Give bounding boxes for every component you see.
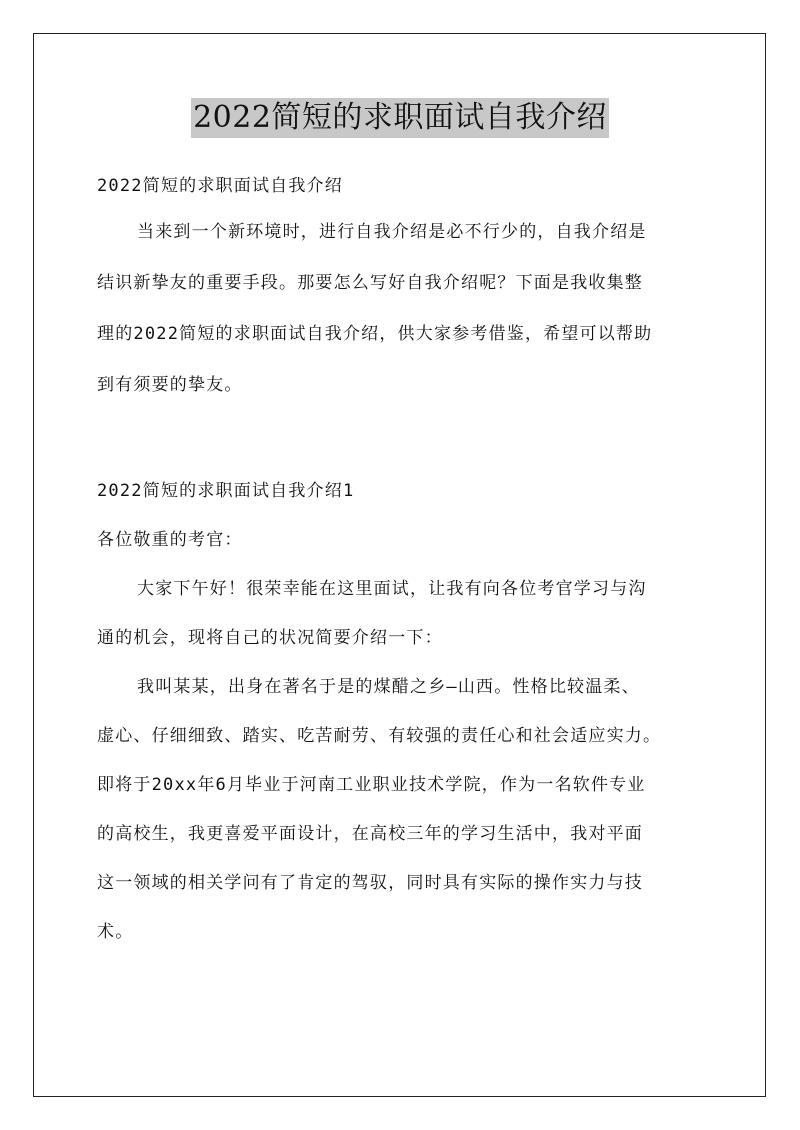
para2-line-6: 术。	[97, 922, 134, 942]
intro-line-4: 到有须要的挚友。	[97, 375, 243, 395]
para2-line-4: 的高校生，我更喜爱平面设计，在高校三年的学习生活中，我对平面	[97, 824, 643, 844]
para2-line-5: 这一领域的相关学问有了肯定的驾驭，同时具有实际的操作实力与技	[97, 873, 643, 893]
document-title: 2022简短的求职面试自我介绍	[191, 98, 609, 138]
paragraph-gap	[97, 405, 703, 471]
document-body	[97, 166, 703, 952]
intro-line-1: 当来到一个新环境时，进行自我介绍是必不行少的，自我介绍是	[137, 222, 647, 242]
para1-line-2: 通的机会，现将自己的状况简要介绍一下：	[97, 628, 443, 648]
subtitle: 2022简短的求职面试自我介绍	[97, 176, 343, 196]
section-heading: 2022简短的求职面试自我介绍1	[97, 481, 355, 501]
intro-line-2: 结识新挚友的重要手段。那要怎么写好自我介绍呢？下面是我收集整	[97, 273, 643, 293]
title-container	[0, 98, 800, 138]
para1-line-1: 大家下午好！很荣幸能在这里面试，让我有向各位考官学习与沟	[137, 579, 647, 599]
greeting: 各位敬重的考官：	[97, 530, 243, 550]
para2-line-1: 我叫某某，出身在著名于是的煤醋之乡—山西。性格比较温柔、	[137, 677, 640, 697]
intro-line-3: 理的2022简短的求职面试自我介绍，供大家参考借鉴，希望可以帮助	[97, 324, 653, 344]
para2-line-3: 即将于20xx年6月毕业于河南工业职业技术学院，作为一名软件专业	[97, 775, 646, 795]
para2-line-2: 虚心、仔细细致、踏实、吃苦耐劳、有较强的责任心和社会适应实力。	[97, 726, 662, 746]
